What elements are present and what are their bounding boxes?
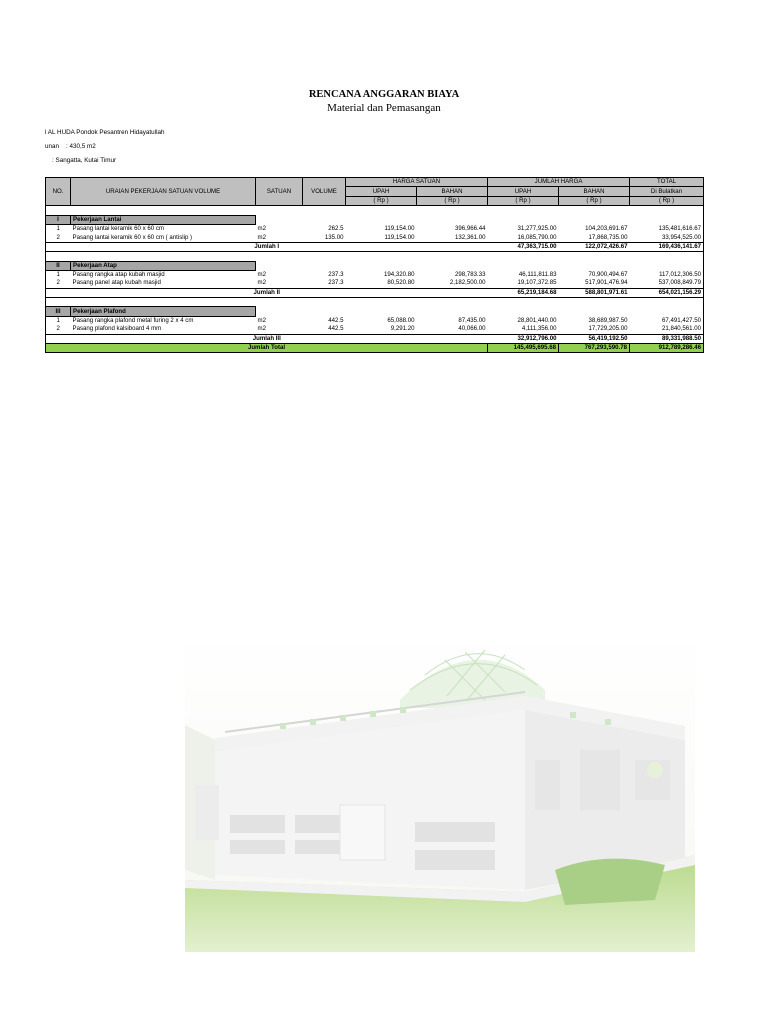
item-hs-bahan: 87,435.00 bbox=[458, 316, 486, 324]
item-no: 1 bbox=[46, 224, 71, 233]
item-no: 1 bbox=[46, 316, 71, 325]
item-volume: 237.3 bbox=[328, 270, 344, 278]
item-hs-upah: 80,520.80 bbox=[387, 279, 415, 287]
section-row bbox=[46, 307, 704, 316]
section-name: Pekerjaan Plafond bbox=[71, 307, 256, 316]
item-total: 117,012,306.50 bbox=[630, 270, 704, 279]
item-no: 2 bbox=[46, 279, 71, 288]
section-name: Pekerjaan Lantai bbox=[71, 215, 256, 224]
item-satuan: m2 bbox=[257, 233, 266, 241]
col-header-uraian: URAIAN PEKERJAAN SATUAN VOLUME bbox=[71, 178, 256, 206]
building-area: unan : 430,5 m2 bbox=[45, 143, 96, 150]
col-header-total: TOTAL bbox=[630, 178, 704, 187]
item-jh-upah: 4,111,356.00 bbox=[521, 325, 557, 333]
item-satuan: m2 bbox=[257, 279, 266, 287]
item-uraian: Pasang plafond kalsiboard 4 mm bbox=[72, 325, 162, 333]
item-jh-bahan: 104,203,691.67 bbox=[585, 224, 628, 232]
section-number: I bbox=[46, 215, 71, 224]
item-total: 67,491,427.50 bbox=[630, 316, 704, 325]
item-satuan: m2 bbox=[257, 224, 266, 232]
subtotal-row bbox=[46, 288, 704, 297]
spacer-row bbox=[46, 206, 704, 215]
item-jh-bahan: 517,901,476.94 bbox=[585, 279, 628, 287]
grand-total-total: 912,789,286.46 bbox=[630, 344, 704, 353]
item-hs-bahan: 396,966.44 bbox=[455, 224, 486, 232]
item-no: 1 bbox=[46, 270, 71, 279]
budget-table bbox=[45, 177, 704, 353]
item-total: 33,954,525.00 bbox=[630, 233, 704, 242]
item-jh-upah: 28,801,440.00 bbox=[517, 316, 557, 324]
spacer-row bbox=[46, 298, 704, 307]
subtotal-total: 89,331,988.50 bbox=[630, 334, 704, 343]
item-satuan: m2 bbox=[257, 270, 266, 278]
item-hs-upah: 65,088.00 bbox=[387, 316, 415, 324]
col-header-satuan: SATUAN bbox=[256, 178, 303, 206]
item-hs-upah: 9,291.20 bbox=[390, 325, 415, 333]
table-row bbox=[46, 224, 704, 233]
subtotal-bahan: 56,419,192.50 bbox=[559, 334, 630, 343]
item-hs-bahan: 2,182,500.00 bbox=[449, 279, 486, 287]
col-header-jumlah-harga: JUMLAH HARGA bbox=[488, 178, 630, 187]
table-row bbox=[46, 316, 704, 325]
section-number: III bbox=[46, 307, 71, 316]
grand-total-label: Jumlah Total bbox=[46, 344, 488, 353]
table-row bbox=[46, 270, 704, 279]
spacer-row bbox=[46, 252, 704, 261]
col-header-no: NO. bbox=[46, 178, 71, 206]
section-number: II bbox=[46, 261, 71, 270]
grand-total-upah: 145,495,695.68 bbox=[488, 344, 559, 353]
item-jh-bahan: 38,689,987.50 bbox=[588, 316, 628, 324]
subtotal-bahan: 588,801,971.61 bbox=[559, 288, 630, 297]
item-hs-bahan: 298,783.33 bbox=[455, 270, 486, 278]
col-unit-rp: ( Rp ) bbox=[630, 196, 704, 205]
table-row bbox=[46, 233, 704, 242]
item-jh-upah: 19,107,372.85 bbox=[517, 279, 557, 287]
item-jh-bahan: 70,900,494.67 bbox=[588, 270, 628, 278]
section-blank bbox=[256, 215, 704, 224]
subtotal-total: 169,436,141.67 bbox=[630, 242, 704, 251]
section-row bbox=[46, 215, 704, 224]
col-header-jh-upah: UPAH bbox=[488, 187, 559, 196]
document-title: RENCANA ANGGARAN BIAYA bbox=[308, 89, 460, 100]
table-row bbox=[46, 279, 704, 288]
document-subtitle: Material dan Pemasangan bbox=[327, 102, 441, 114]
item-hs-upah: 119,154.00 bbox=[384, 224, 415, 232]
item-uraian: Pasang rangka atap kubah masjid bbox=[72, 271, 165, 279]
subtotal-bahan: 122,072,426.67 bbox=[559, 242, 630, 251]
col-unit-rp: ( Rp ) bbox=[346, 196, 417, 205]
spacer-cell bbox=[46, 298, 704, 307]
item-uraian: Pasang lantai keramik 60 x 60 cm bbox=[72, 225, 164, 233]
subtotal-label: Jumlah II bbox=[46, 288, 488, 297]
section-blank bbox=[256, 261, 704, 270]
item-uraian: Pasang lantai keramik 60 x 60 cm ( antislip ) bbox=[72, 233, 193, 241]
item-volume: 262.5 bbox=[328, 224, 344, 232]
col-unit-rp: ( Rp ) bbox=[488, 196, 559, 205]
subtotal-row bbox=[46, 334, 704, 343]
mosque-illustration bbox=[185, 630, 695, 952]
item-total: 135,481,616.67 bbox=[630, 224, 704, 233]
section-name: Pekerjaan Atap bbox=[71, 261, 256, 270]
subtotal-label: Jumlah I bbox=[46, 242, 488, 251]
item-volume: 237.3 bbox=[328, 279, 344, 287]
item-hs-upah: 119,154.00 bbox=[384, 233, 415, 241]
item-jh-upah: 31,277,925.00 bbox=[517, 224, 557, 232]
item-jh-upah: 46,111,811.83 bbox=[518, 270, 557, 278]
subtotal-label: Jumlah III bbox=[46, 334, 488, 343]
subtotal-upah: 47,363,715.00 bbox=[488, 242, 559, 251]
col-unit-rp: ( Rp ) bbox=[417, 196, 488, 205]
subtotal-upah: 65,219,184.68 bbox=[488, 288, 559, 297]
col-header-harga-satuan: HARGA SATUAN bbox=[346, 178, 488, 187]
item-hs-bahan: 40,066.00 bbox=[458, 325, 486, 333]
section-blank bbox=[256, 307, 704, 316]
item-volume: 442.5 bbox=[328, 325, 344, 333]
table-row bbox=[46, 325, 704, 334]
subtotal-total: 654,021,156.29 bbox=[630, 288, 704, 297]
item-satuan: m2 bbox=[257, 316, 266, 324]
spacer-cell bbox=[46, 206, 704, 215]
item-satuan: m2 bbox=[257, 325, 266, 333]
header-row-1 bbox=[46, 178, 704, 187]
item-uraian: Pasang rangka plafond metal furing 2 x 4 cm bbox=[72, 317, 194, 325]
col-header-jh-bahan: BAHAN bbox=[559, 187, 630, 196]
col-header-hs-bahan: BAHAN bbox=[417, 187, 488, 196]
item-volume: 442.5 bbox=[328, 316, 344, 324]
col-unit-rp: ( Rp ) bbox=[559, 196, 630, 205]
item-no: 2 bbox=[46, 325, 71, 334]
item-jh-upah: 16,085,790.00 bbox=[517, 233, 557, 241]
item-jh-bahan: 17,729,205.00 bbox=[588, 325, 628, 333]
project-name: l AL HUDA Pondok Pesantren Hidayatullah bbox=[45, 129, 165, 136]
col-header-hs-upah: UPAH bbox=[346, 187, 417, 196]
item-hs-bahan: 132,361.00 bbox=[455, 233, 486, 241]
grand-total-row bbox=[46, 344, 704, 353]
col-header-di-bulatkan: Di Bulatkan bbox=[630, 187, 704, 196]
item-total: 21,840,561.00 bbox=[630, 325, 704, 334]
item-no: 2 bbox=[46, 233, 71, 242]
item-hs-upah: 194,320.80 bbox=[384, 270, 415, 278]
section-row bbox=[46, 261, 704, 270]
col-header-volume: VOLUME bbox=[303, 178, 346, 206]
item-total: 537,008,849.79 bbox=[630, 279, 704, 288]
project-location: : Sangatta, Kutai Timur bbox=[45, 157, 117, 164]
item-jh-bahan: 17,868,735.00 bbox=[588, 233, 628, 241]
subtotal-upah: 32,912,796.00 bbox=[488, 334, 559, 343]
spacer-cell bbox=[46, 252, 704, 261]
subtotal-row bbox=[46, 242, 704, 251]
item-uraian: Pasang panel atap kubah masjid bbox=[72, 279, 161, 287]
item-volume: 135.00 bbox=[324, 233, 344, 241]
grand-total-bahan: 767,293,590.78 bbox=[559, 344, 630, 353]
